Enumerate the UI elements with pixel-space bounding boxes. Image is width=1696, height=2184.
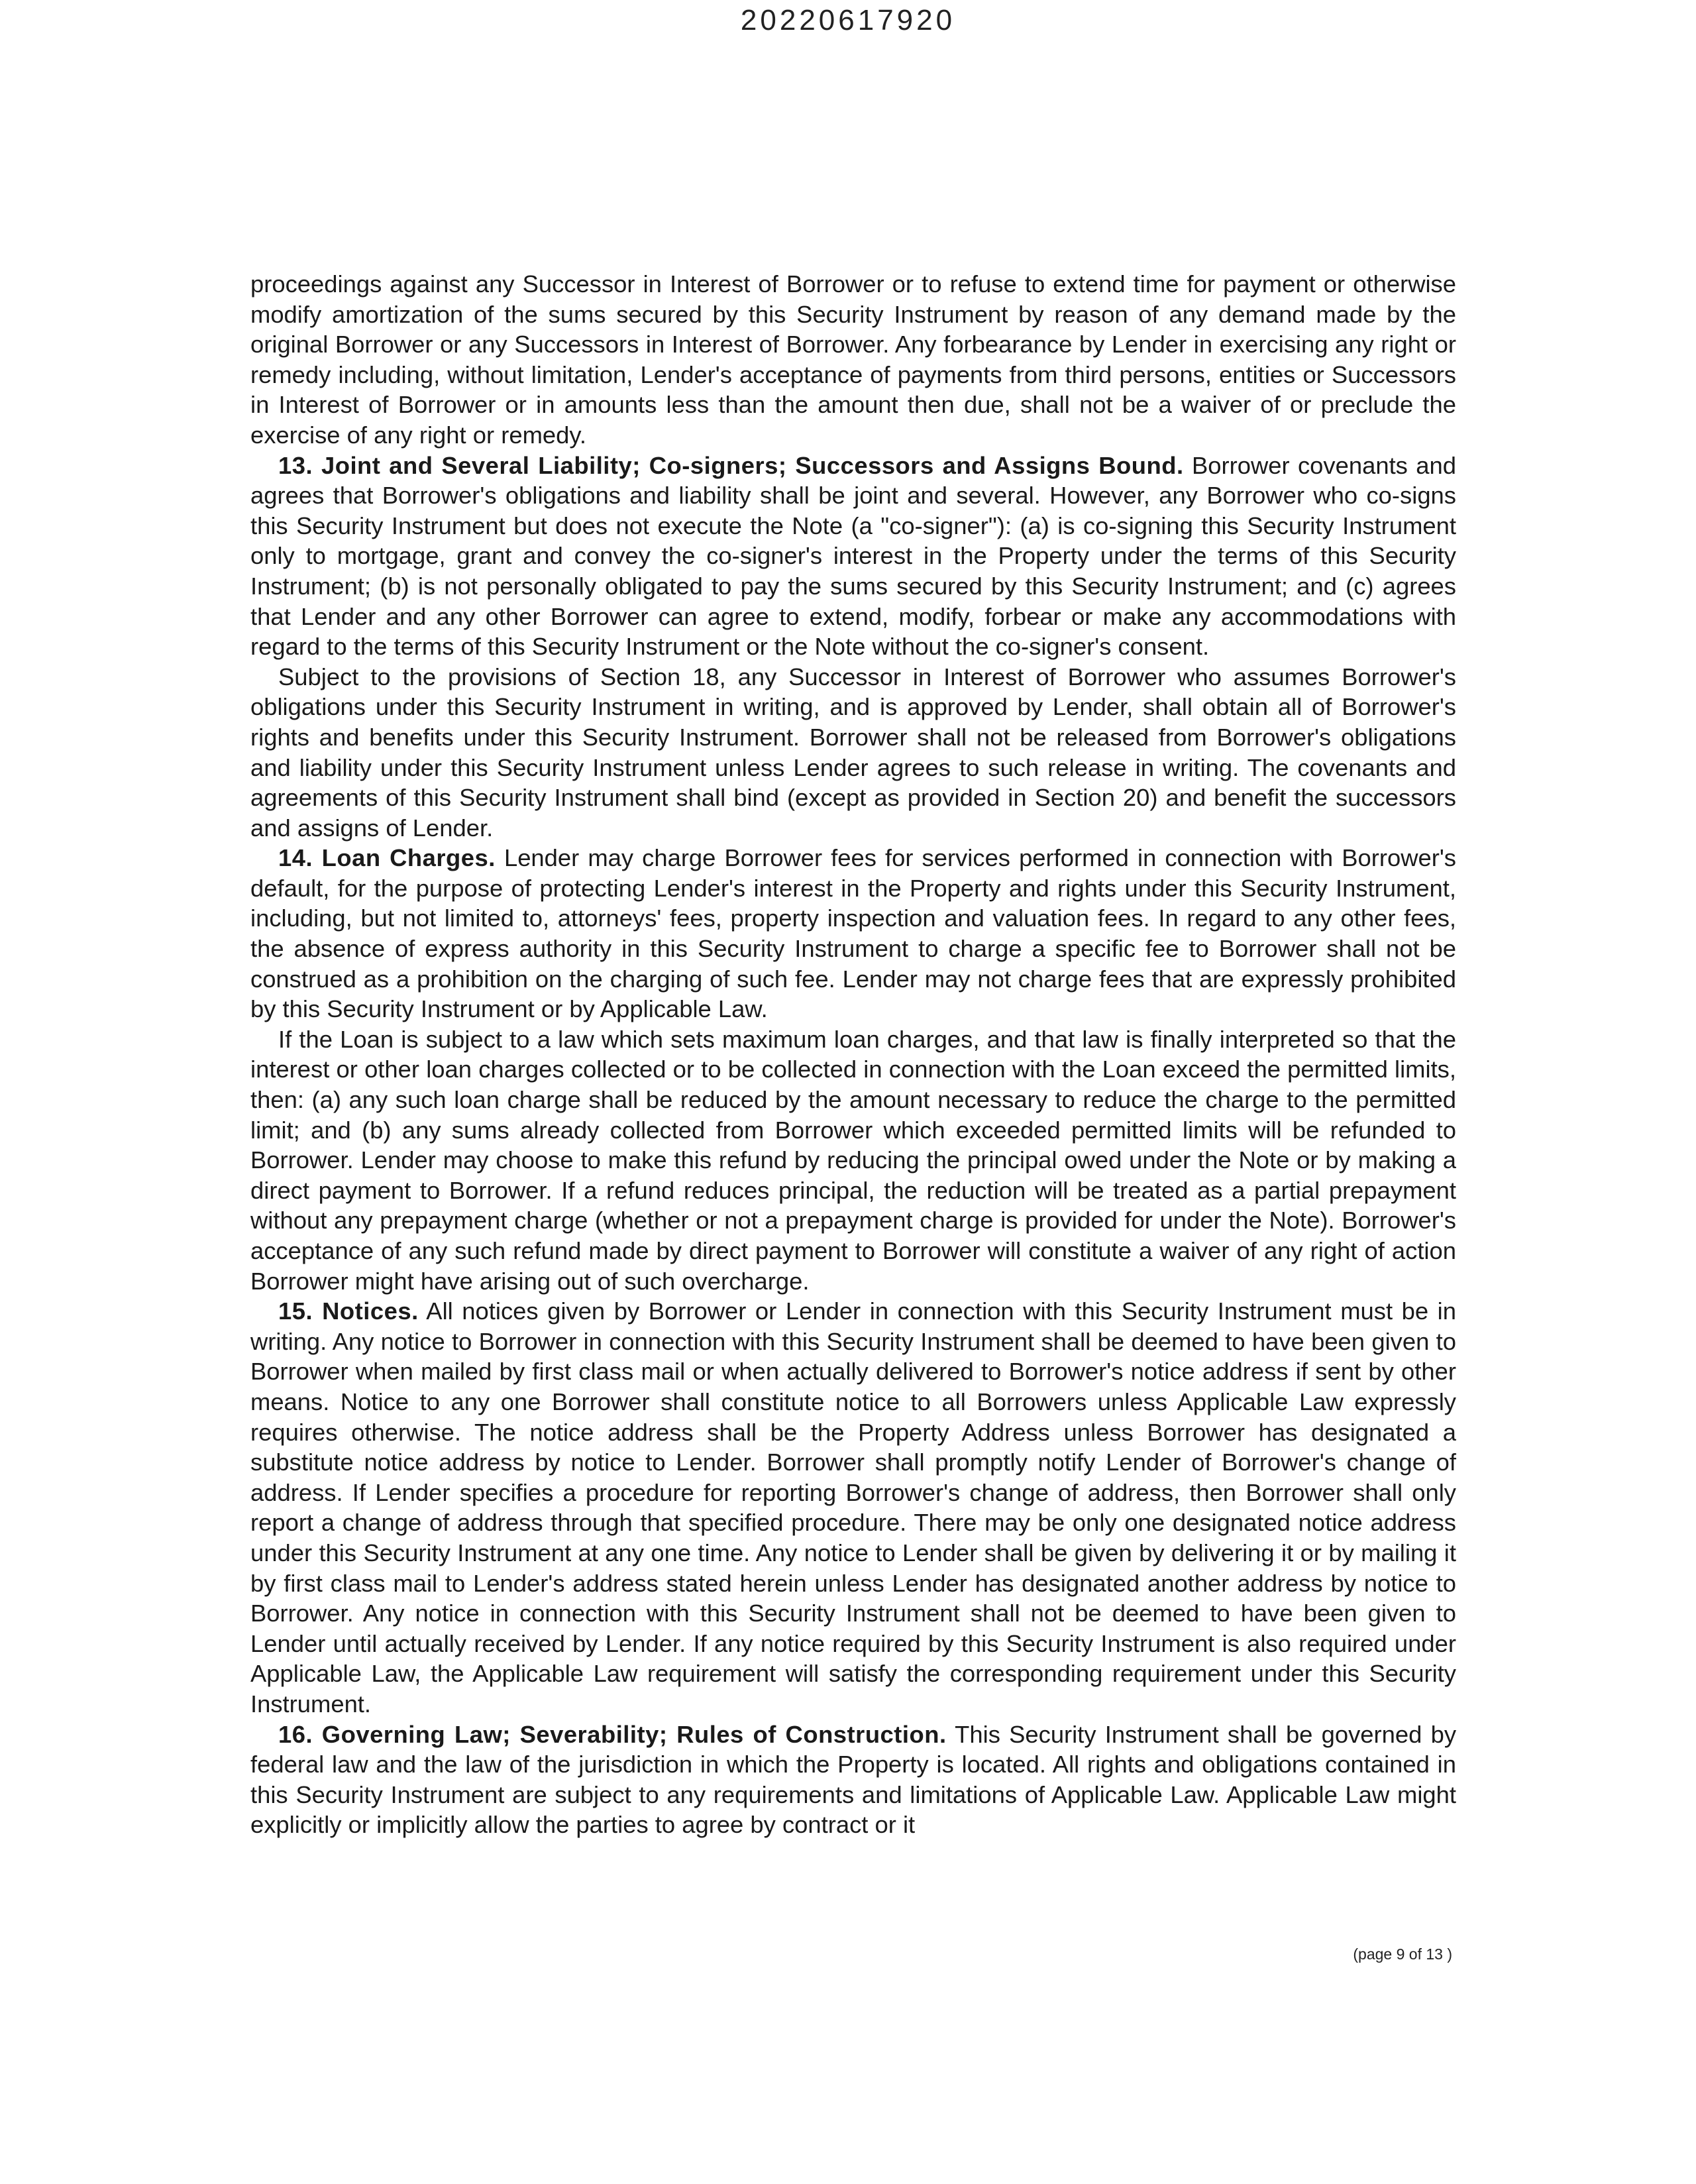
paragraph-text: Subject to the provisions of Section 18, any Successor in Interest of Borrower who assumes Borrower's obligations under this Security Instrument in writing, and is approved by Lender, shall obtain all of Borrower's rights and benefits under this Security Instrument. Borrower shall not be released from Borrower's obligations and liability under this Security Instrument unless Lender agrees to such release in writing. The covenants and agreements of this Security Instrument shall bind (except as provided in Section 20) and benefit the successors and assigns of Lender. (250, 663, 1456, 842)
section-13-text: Borrower covenants and agrees that Borrower's obligations and liability shall be joint and several. However, any Borrower who co-signs this Security Instrument but does not execute the Note (a "co-signer"): (a) is co-signing this Security Instrument only to mortgage, grant and convey the co-signer's interest in the Property under the terms of this Security Instrument; (b) is not personally obligated to pay the sums secured by this Security Instrument; and (c) agrees that Lender and any other Borrower can agree to extend, modify, forbear or make any accommodations with regard to the terms of this Security Instrument or the Note without the co-signer's consent. (250, 451, 1456, 661)
section-14-text: Lender may charge Borrower fees for services performed in connection with Borrower's default, for the purpose of protecting Lender's interest in the Property and rights under this Security Instrument, including, but not limited to, attorneys' fees, property inspection and valuation fees. In regard to any other fees, the absence of express authority in this Security Instrument to charge a specific fee to Borrower shall not be construed as a prohibition on the charging of such fee. Lender may not charge fees that are expressly prohibited by this Security Instrument or by Applicable Law. (250, 844, 1456, 1023)
paragraph-text: proceedings against any Successor in Interest of Borrower or to refuse to extend time for payment or otherwise modify amortization of the sums secured by this Security Instrument by reason of any demand made by the original Borrower or any Successors in Interest of Borrower. Any forbearance by Lender in exercising any right or remedy including, without limitation, Lender's acceptance of payments from third persons, entities or Successors in Interest of Borrower or in amounts less than the amount then due, shall not be a waiver of or preclude the exercise of any right or remedy. (250, 270, 1456, 449)
section-15-text: All notices given by Borrower or Lender in connection with this Security Instrument must be in writing. Any notice to Borrower in connection with this Security Instrument shall be deemed to have been given to Borrower when mailed by first class mail or when actually delivered to Borrower's notice address if sent by other means. Notice to any one Borrower shall constitute notice to all Borrowers unless Applicable Law expressly requires otherwise. The notice address shall be the Property Address unless Borrower has designated a substitute notice address by notice to Lender. Borrower shall promptly notify Lender of Borrower's change of address. If Lender specifies a procedure for reporting Borrower's change of address, then Borrower shall only report a change of address through that specified procedure. There may be only one designated notice address under this Security Instrument at any one time. Any notice to Lender shall be given by delivering it or by mailing it by first class mail to Lender's address stated herein unless Lender has designated another address by notice to Borrower. Any notice in connection with this Security Instrument shall not be deemed to have been given to Lender until actually received by Lender. If any notice required by this Security Instrument is also required under Applicable Law, the Applicable Law requirement will satisfy the corresponding requirement under this Security Instrument. (250, 1297, 1457, 1718)
section-15-heading: 15. Notices. (278, 1297, 419, 1325)
section-16-heading: 16. Governing Law; Severability; Rules of Construction. (278, 1720, 947, 1748)
section-16-paragraph (250, 1720, 1456, 1840)
section-16-text: This Security Instrument shall be governed by federal law and the law of the jurisdiction in which the Property is located. All rights and obligations contained in this Security Instrument are subject to any requirements and limitations of Applicable Law. Applicable Law might explicitly or implicitly allow the parties to agree by contract or it (250, 1720, 1457, 1839)
section-13-subparagraph (250, 662, 1456, 844)
section-14-heading: 14. Loan Charges. (278, 844, 496, 872)
section-14-paragraph (250, 843, 1456, 1024)
paragraph-continuation (250, 269, 1456, 451)
page-number: (page 9 of 13 ) (1353, 1945, 1452, 1963)
document-body (250, 269, 1456, 1840)
section-15-paragraph (250, 1296, 1456, 1719)
section-13-paragraph (250, 451, 1456, 662)
paragraph-text: If the Loan is subject to a law which sets maximum loan charges, and that law is finally interpreted so that the interest or other loan charges collected or to be collected in connection with the Loan exceed the permitted limits, then: (a) any such loan charge shall be reduced by the amount necessary to reduce the charge to the permitted limit; and (b) any sums already collected from Borrower which exceeded permitted limits will be refunded to Borrower. Lender may choose to make this refund by reducing the principal owed under the Note or by making a direct payment to Borrower. If a refund reduces principal, the reduction will be treated as a partial prepayment without any prepayment charge (whether or not a prepayment charge is provided for under the Note). Borrower's acceptance of any such refund made by direct payment to Borrower will constitute a waiver of any right of action Borrower might have arising out of such overcharge. (250, 1025, 1456, 1295)
section-13-heading: 13. Joint and Several Liability; Co-signers; Successors and Assigns Bound. (278, 451, 1184, 479)
section-14-subparagraph (250, 1024, 1456, 1296)
document-number: 20220617920 (740, 4, 956, 36)
